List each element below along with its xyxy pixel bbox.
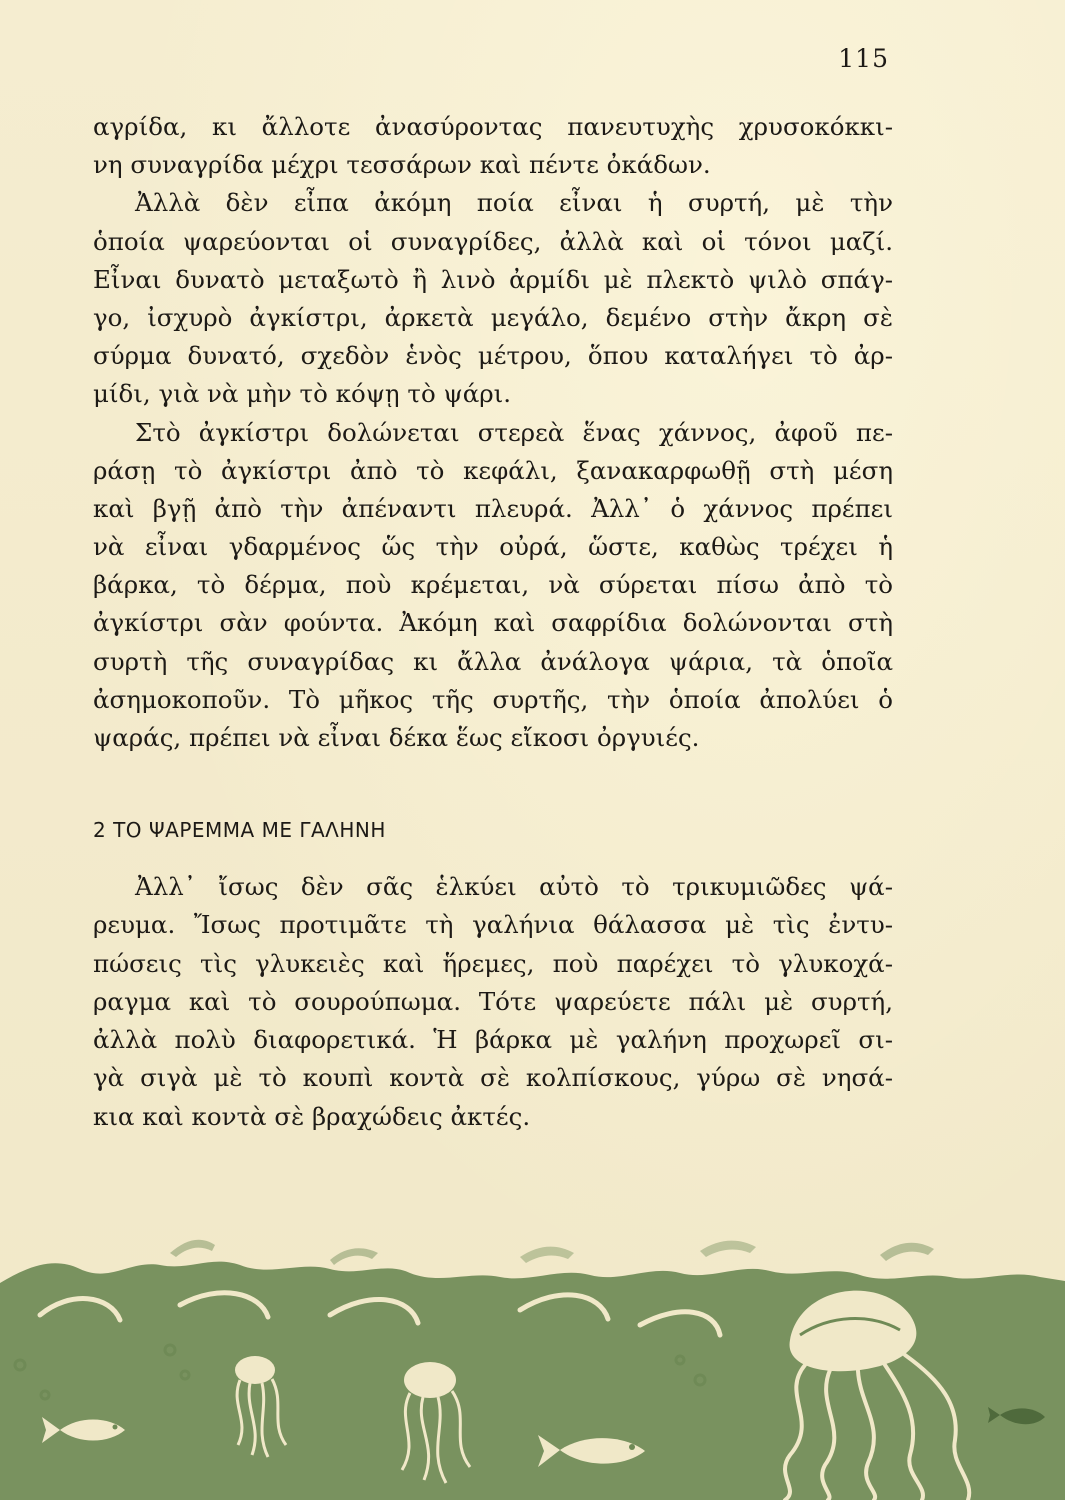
text-line: ράσῃ τὸ ἀγκίστρι ἀπὸ τὸ κεφάλι, ξανακαρφωθῇ στὴ μέση (93, 455, 893, 485)
text-line: σύρμα δυνατό, σχεδὸν ἑνὸς μέτρου, ὅπου καταλήγει τὸ ἀρ- (93, 341, 893, 371)
text-line: αγρίδα, κι ἄλλοτε ἀνασύροντας πανευτυχὴς χρυσοκόκκι- (93, 112, 893, 141)
text-line: μίδι, γιὰ νὰ μὴν τὸ κόψῃ τὸ ψάρι. (93, 379, 512, 409)
text-line: ρευμα. Ἴσως προτιμᾶτε τὴ γαλήνια θάλασσα μὲ τὶς ἐντυ- (93, 910, 893, 940)
text-line: ἀλλὰ πολὺ διαφορετικά. Ἡ βάρκα μὲ γαλήνη προχωρεῖ σι- (93, 1025, 893, 1055)
paragraph-3 (93, 414, 893, 758)
text-line: ραγμα καὶ τὸ σουρούπωμα. Τότε ψαρεύετε πάλι μὲ συρτή, (93, 986, 893, 1016)
waves-band (0, 1240, 1065, 1500)
text-line: Ἀλλὰ δὲν εἶπα ἀκόμη ποία εἶναι ἡ συρτή, μὲ τὴν (135, 188, 893, 218)
text-line: ψαράς, πρέπει νὰ εἶναι δέκα ἕως εἴκοσι ὀργυιές. (93, 723, 700, 752)
text-line: κια καὶ κοντὰ σὲ βραχώδεις ἀκτές. (93, 1101, 531, 1131)
text-line: ἀσημοκοποῦν. Τὸ μῆκος τῆς συρτῆς, τὴν ὁποία ἀπολύει ὁ (93, 684, 893, 714)
text-line: νὰ εἶναι γδαρμένος ὥς τὴν οὐρά, ὥστε, καθὼς τρέχει ἡ (93, 532, 893, 562)
text-line: συρτὴ τῆς συναγρίδας κι ἄλλα ἀνάλογα ψάρια, τὰ ὁποῖα (93, 646, 893, 676)
wave-crest-top (0, 1262, 1065, 1500)
page-number: 115 (838, 44, 889, 73)
text-line: γο, ἰσχυρὸ ἀγκίστρι, ἀρκετὰ μεγάλο, δεμένο στὴν ἄκρη σὲ (93, 302, 893, 332)
text-line: ἀγκίστρι σὰν φούντα. Ἀκόμη καὶ σαφρίδια δολώνονται στὴ (93, 608, 893, 638)
paragraph-1 (93, 108, 893, 184)
text-line: Εἶναι δυνατὸ μεταξωτὸ ἢ λινὸ ἀρμίδι μὲ πλεκτὸ ψιλὸ σπάγ- (93, 264, 893, 294)
sea-illustration (0, 1165, 1065, 1500)
paragraph-4 (93, 868, 893, 1136)
text-line: βάρκα, τὸ δέρμα, ποὺ κρέμεται, νὰ σύρεται πίσω ἀπὸ τὸ (93, 570, 893, 600)
text-line: Ἀλλ᾽ ἴσως δὲν σᾶς ἑλκύει αὐτὸ τὸ τρικυμιῶδες ψά- (135, 872, 893, 901)
text-line: νη συναγρίδα μέχρι τεσσάρων καὶ πέντε ὀκάδων. (93, 150, 711, 180)
paragraph-2 (93, 184, 893, 413)
text-line: Στὸ ἀγκίστρι δολώνεται στερεὰ ἕνας χάννος, ἀφοῦ πε- (135, 417, 893, 447)
text-line: πώσεις τὶς γλυκειὲς καὶ ἥρεμες, ποὺ παρέχει τὸ γλυκοχά- (93, 948, 893, 978)
main-text-block (93, 108, 893, 757)
text-line: ὁποία ψαρεύονται οἱ συναγρίδες, ἀλλὰ καὶ οἱ τόνοι μαζί. (93, 226, 893, 256)
text-line: γὰ σιγὰ μὲ τὸ κουπὶ κοντὰ σὲ κολπίσκους, γύρω σὲ νησά- (93, 1063, 893, 1093)
text-line: καὶ βγῇ ἀπὸ τὴν ἀπέναντι πλευρά. Ἀλλ᾽ ὁ χάννος πρέπει (93, 493, 893, 523)
section-heading: 2 ΤΟ ΨΑΡΕΜΜΑ ΜΕ ΓΑΛΗΝΗ (93, 818, 386, 842)
section-text-block (93, 868, 893, 1136)
